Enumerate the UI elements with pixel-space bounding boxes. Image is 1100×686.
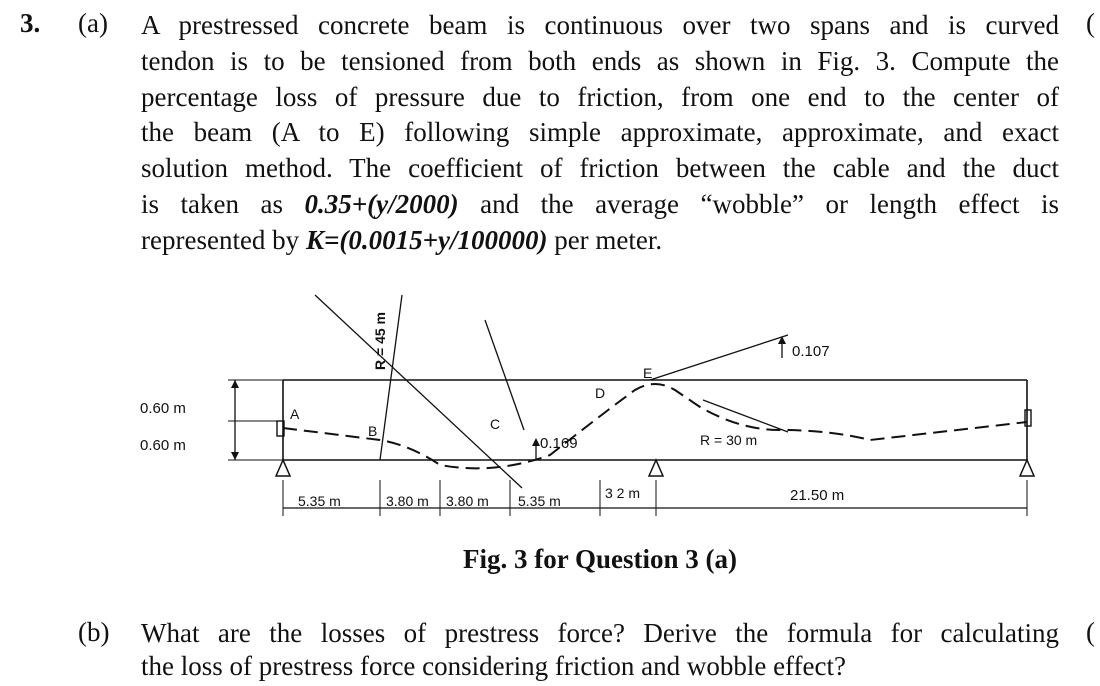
point-b-label: B [368,423,378,439]
tendon-profile [283,384,1027,468]
eccentricity-mid-label: 0.169 [540,435,578,452]
cut-mark-b: ( [1086,617,1095,647]
point-d-label: D [595,385,606,401]
question-a-line: solution method. The coefficient of friction between the cable and the duct [141,153,1059,184]
line6-suffix: and the average “wobble” or length effect is [458,188,1059,219]
question-a-line: the beam (A to E) following simple approximate, approximate, and exact [141,117,1059,148]
middle-support [649,460,663,476]
question-number: 3. [20,8,41,38]
point-c-label: C [490,416,501,432]
question-a-line: A prestressed concrete beam is continuous over two spans and is curved [141,10,1059,40]
radius-line-right [650,335,788,380]
radius-line-left-2 [315,295,522,488]
beam-diagram [140,280,1080,530]
radius-line-c [485,320,524,430]
line7-prefix: represented by [141,224,306,255]
span-right-label: 21.50 m [790,487,845,504]
span-cd-label: 5.35 m [518,493,561,509]
wobble-coefficient: K=(0.0015+y/100000) [305,224,548,255]
cut-mark-a: ( [1086,8,1095,38]
beam-figure [140,280,1080,530]
question-a-line [141,223,1059,259]
span-bc1-label: 3.80 m [386,493,429,509]
right-anchorage [1025,410,1031,426]
question-a-text [141,8,1059,259]
span-ab-label: 5.35 m [298,493,341,509]
eccentricity-right-label: 0.107 [792,343,830,360]
question-b-line: the loss of prestress force considering friction and wobble effect? [141,651,847,681]
depth-arrow-bottom [231,452,239,460]
depth-top-label: 0.60 m [140,400,186,417]
point-e-label: E [643,365,653,381]
question-b-line: What are the losses of prestress force? Derive the formula for calculating [141,618,1059,648]
right-support [1020,460,1034,476]
line7-suffix: per meter. [547,224,663,255]
span-bc2-label: 3.80 m [446,493,489,509]
depth-arrow-top [231,380,239,388]
question-a-line [141,187,1059,223]
question-a-line: tendon is to be tensioned from both ends as shown in Fig. 3. Compute the [141,45,1059,76]
left-support [276,460,290,476]
friction-coefficient: 0.35+(y/2000) [304,188,459,219]
part-a-label: (a) [78,8,108,38]
question-b-text [141,617,1059,683]
radius-right-label: R = 30 m [700,432,758,448]
question-a-line: percentage loss of pressure due to friction, from one end to the center of [141,81,1059,112]
radius-left-label: R = 45 m [372,312,388,370]
ecc-arrowhead-mid [532,438,540,446]
point-a-label: A [290,406,300,422]
span-de-label: 3 2 m [605,485,641,501]
figure-caption-text: Fig. 3 for Question 3 (a) [463,544,737,574]
depth-bottom-label: 0.60 m [140,437,186,454]
line6-prefix: is taken as [141,188,305,219]
part-b-label: (b) [78,617,110,647]
figure-caption [0,544,1100,575]
